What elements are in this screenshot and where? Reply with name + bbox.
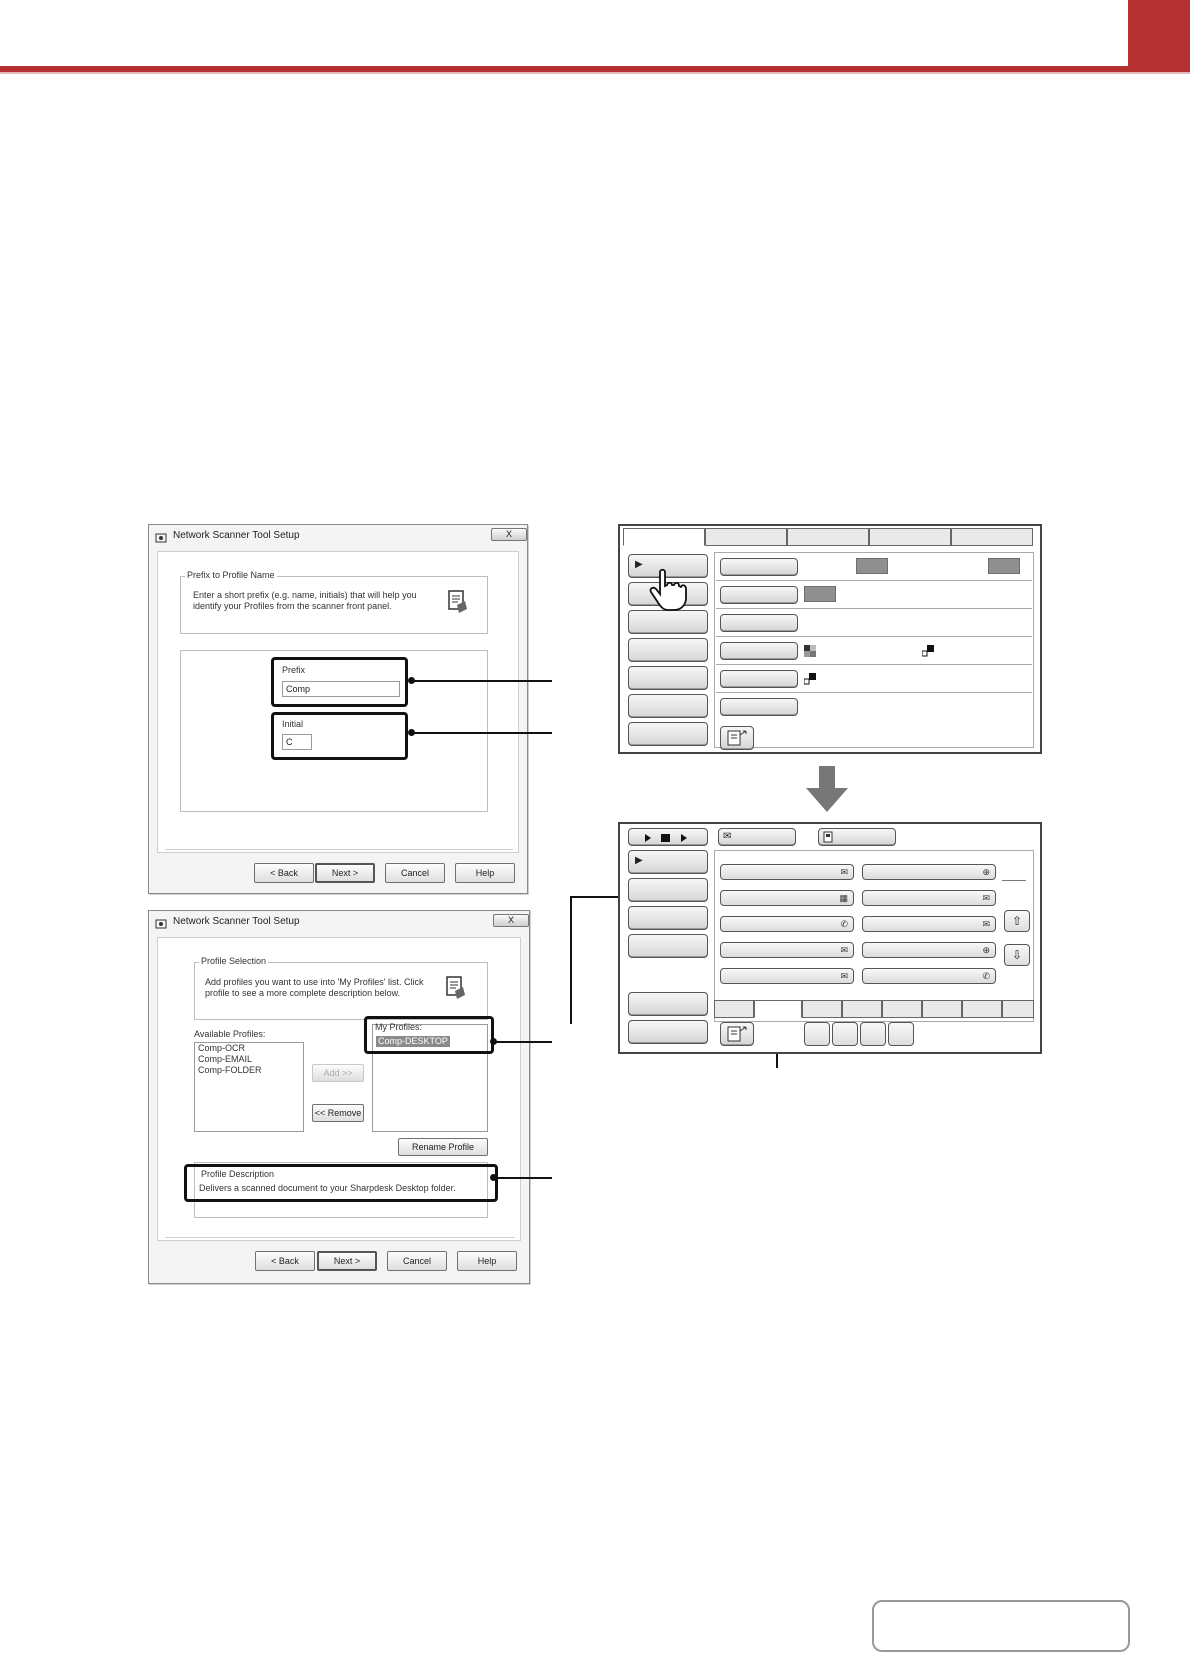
touch-panel-main (618, 524, 1042, 754)
dialog-separator (165, 1237, 515, 1238)
dialog-title: Network Scanner Tool Setup (173, 530, 300, 541)
row-divider (716, 692, 1032, 693)
close-button[interactable]: X (491, 528, 527, 541)
setting-button[interactable] (720, 670, 798, 688)
leader-line (410, 680, 552, 682)
profile-selection-title: Profile Selection (201, 956, 267, 966)
help-button[interactable]: Help (455, 863, 515, 883)
keypad-key[interactable] (860, 1022, 886, 1046)
side-button[interactable] (628, 694, 708, 718)
mail-icon: ✉ (982, 919, 990, 929)
dialog-app-icon (155, 917, 167, 929)
profile-description-highlight (184, 1164, 498, 1202)
initial-input[interactable]: C (282, 734, 312, 750)
arrow-down-icon (806, 766, 848, 812)
prefix-group-title: Prefix to Profile Name (187, 570, 275, 580)
back-button[interactable]: < Back (255, 1251, 315, 1271)
play-stop-icon (643, 833, 693, 843)
side-button[interactable] (628, 722, 708, 746)
address-book-button[interactable] (720, 726, 754, 750)
back-button[interactable]: < Back (254, 863, 314, 883)
tab[interactable] (951, 528, 1033, 546)
available-profiles-list[interactable] (194, 1042, 304, 1132)
row-divider (716, 608, 1032, 609)
mail-icon: ✉ (840, 867, 848, 877)
selected-profile[interactable]: Comp-DESKTOP (378, 1036, 448, 1046)
scroll-up-button[interactable] (1004, 910, 1030, 932)
setting-value-chip (988, 558, 1020, 574)
prefix-fields-area (180, 650, 488, 812)
keypad-key[interactable] (888, 1022, 914, 1046)
address-key[interactable] (720, 968, 854, 984)
header-tab (1128, 0, 1190, 70)
mail-icon: ✉ (840, 945, 848, 955)
setting-value-chip (856, 558, 888, 574)
close-button[interactable]: X (493, 914, 529, 927)
side-button[interactable] (628, 850, 708, 874)
prefix-input[interactable]: Comp (282, 681, 400, 697)
profile-description-text: Delivers a scanned document to your Sharpdesk Desktop folder. (199, 1183, 456, 1193)
address-key[interactable] (862, 916, 996, 932)
scroll-up-icon: ⇧ (1011, 914, 1023, 928)
prefix-highlight (271, 657, 408, 707)
address-book-icon (726, 1025, 748, 1043)
profile-description-title: Profile Description (201, 1169, 275, 1179)
arrow-right-icon: ▶ (635, 855, 643, 866)
dialog-title: Network Scanner Tool Setup (173, 916, 300, 927)
page-indicator-line (1002, 880, 1026, 881)
address-key[interactable] (720, 890, 854, 906)
row-divider (716, 580, 1032, 581)
index-tab[interactable] (754, 1000, 802, 1018)
dialog-separator (165, 849, 513, 850)
add-button[interactable]: Add >> (312, 1064, 364, 1082)
cancel-button[interactable]: Cancel (385, 863, 445, 883)
calendar-icon: ▦ (839, 893, 848, 903)
dialog-body (157, 551, 519, 853)
leader-line (410, 732, 552, 734)
leader-line (570, 896, 572, 1024)
row-divider (716, 636, 1032, 637)
address-key[interactable] (862, 942, 996, 958)
pointing-hand-icon (648, 568, 688, 612)
fax-mode-button[interactable] (818, 828, 896, 846)
row-divider (716, 664, 1032, 665)
dialog-body (157, 937, 521, 1241)
setting-button[interactable] (720, 698, 798, 716)
color-mode-icon (804, 644, 816, 656)
setting-button[interactable] (720, 558, 798, 576)
cancel-button[interactable]: Cancel (387, 1251, 447, 1271)
my-profiles-highlight (364, 1016, 494, 1054)
scroll-down-icon: ⇩ (1011, 948, 1023, 962)
tab[interactable] (705, 528, 787, 546)
side-button[interactable] (628, 906, 708, 930)
address-key[interactable] (862, 864, 996, 880)
header-rule-shadow (0, 72, 1190, 74)
profile-selection-instruction: Add profiles you want to use into 'My Profiles' list. Click profile to see a more complete description below. (205, 977, 424, 998)
initial-highlight (271, 712, 408, 760)
mail-icon: ✉ (723, 831, 732, 842)
side-button[interactable] (628, 878, 708, 902)
remove-button[interactable]: << Remove (312, 1104, 364, 1122)
bw-mode-icon (804, 672, 816, 684)
index-tab[interactable] (1002, 1000, 1034, 1018)
side-button[interactable] (628, 666, 708, 690)
address-book-icon (726, 729, 748, 747)
globe-icon: ⊕ (982, 945, 990, 955)
available-profiles-label: Available Profiles: (194, 1029, 266, 1039)
tab[interactable] (869, 528, 951, 546)
side-button[interactable] (628, 992, 708, 1016)
address-book-button[interactable] (720, 1022, 754, 1046)
list-item[interactable]: Comp-OCR (198, 1043, 246, 1053)
phone-icon: ✆ (840, 919, 848, 929)
address-key[interactable] (720, 864, 854, 880)
my-profiles-item[interactable] (373, 1036, 450, 1047)
initial-label: Initial (282, 719, 304, 729)
scroll-down-button[interactable] (1004, 944, 1030, 966)
touch-panel-address (618, 822, 1042, 1054)
next-button[interactable]: Next > (315, 863, 375, 883)
help-button[interactable]: Help (457, 1251, 517, 1271)
index-tab[interactable] (842, 1000, 882, 1018)
side-button[interactable] (628, 934, 708, 958)
leader-line (492, 1177, 552, 1179)
tab[interactable] (787, 528, 869, 546)
index-tab[interactable] (802, 1000, 842, 1018)
setting-button[interactable] (720, 642, 798, 660)
index-tab[interactable] (882, 1000, 922, 1018)
prefix-instruction: Enter a short prefix (e.g. name, initials) that will help you identify your Profiles from the scanner front panel. (193, 590, 417, 611)
profile-document-icon (441, 975, 467, 1003)
prefix-group (180, 570, 488, 634)
rename-profile-button[interactable]: Rename Profile (398, 1138, 488, 1156)
side-button[interactable] (628, 638, 708, 662)
setting-value-chip (804, 586, 836, 602)
dialog-prefix (148, 524, 528, 894)
next-button[interactable]: Next > (317, 1251, 377, 1271)
list-item[interactable]: Comp-FOLDER (198, 1065, 262, 1075)
keypad-key[interactable] (804, 1022, 830, 1046)
tab[interactable] (623, 528, 705, 546)
side-button[interactable] (628, 1020, 708, 1044)
profile-selection-group (194, 956, 488, 1020)
my-profiles-label: My Profiles: (375, 1022, 423, 1032)
dialog-app-icon (155, 531, 167, 543)
setting-button[interactable] (720, 586, 798, 604)
keypad-key[interactable] (832, 1022, 858, 1046)
setting-button[interactable] (720, 614, 798, 632)
index-tab[interactable] (922, 1000, 962, 1018)
phone-icon: ✆ (982, 971, 990, 981)
mail-icon: ✉ (840, 971, 848, 981)
email-mode-button[interactable] (718, 828, 796, 846)
address-key[interactable] (720, 942, 854, 958)
mode-switch-button[interactable] (628, 828, 708, 846)
fax-icon (823, 831, 833, 843)
address-key[interactable] (862, 890, 996, 906)
arrow-right-icon: ▶ (635, 559, 643, 570)
prefix-label: Prefix (282, 665, 306, 675)
dialog-profile-selection (148, 910, 530, 1284)
globe-icon: ⊕ (982, 867, 990, 877)
leader-line (492, 1041, 552, 1043)
address-key[interactable] (862, 968, 996, 984)
bw-mode-icon (922, 644, 934, 656)
index-tab[interactable] (714, 1000, 754, 1018)
profile-document-icon (443, 589, 469, 617)
nav-button[interactable] (872, 1600, 1130, 1652)
address-key[interactable] (720, 916, 854, 932)
side-button[interactable] (628, 610, 708, 634)
index-tab[interactable] (962, 1000, 1002, 1018)
list-item[interactable]: Comp-EMAIL (198, 1054, 253, 1064)
mail-icon: ✉ (982, 893, 990, 903)
